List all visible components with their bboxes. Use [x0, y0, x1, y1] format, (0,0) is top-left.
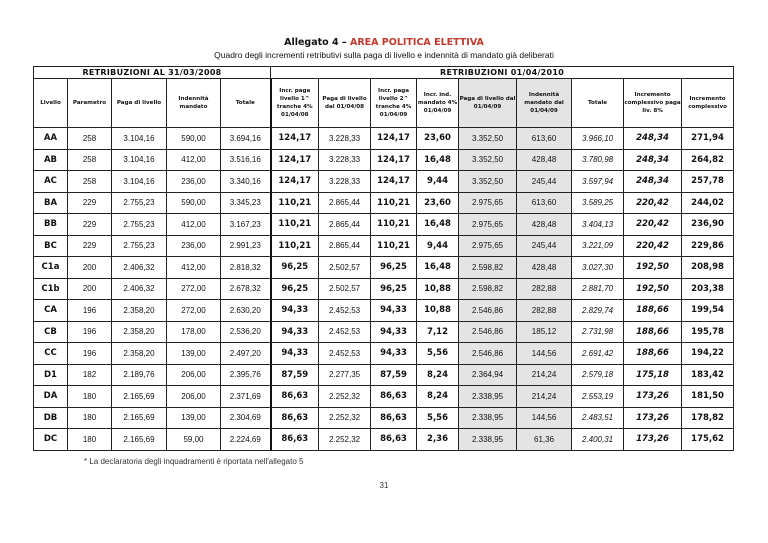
table-cell: 2.452,53 — [319, 321, 371, 343]
table-cell: 3.221,09 — [572, 235, 624, 257]
table-cell: 9,44 — [417, 171, 459, 193]
table-cell: 2.991,23 — [221, 235, 271, 257]
level-cell: BA — [34, 192, 68, 214]
table-cell: 86,63 — [371, 429, 417, 451]
table-cell: 245,44 — [517, 171, 572, 193]
table-cell: 2.881,70 — [572, 278, 624, 300]
table-cell: 214,24 — [517, 364, 572, 386]
table-cell: 282,88 — [517, 278, 572, 300]
retribuzioni-table — [33, 66, 734, 451]
table-cell: 2.579,18 — [572, 364, 624, 386]
table-cell: 196 — [68, 321, 112, 343]
table-row — [34, 128, 734, 150]
table-cell: 124,17 — [371, 128, 417, 150]
table-cell: 86,63 — [271, 386, 319, 408]
table-cell: 87,59 — [271, 364, 319, 386]
table-cell: 229,86 — [682, 235, 734, 257]
table-cell: 3.966,10 — [572, 128, 624, 150]
table-cell: 3.516,16 — [221, 149, 271, 171]
table-cell: 206,00 — [167, 364, 221, 386]
table-cell: 428,48 — [517, 149, 572, 171]
table-cell: 229 — [68, 235, 112, 257]
table-cell: 87,59 — [371, 364, 417, 386]
table-cell: 3.352,50 — [459, 128, 517, 150]
table-cell: 2.818,32 — [221, 257, 271, 279]
table-cell: 110,21 — [371, 235, 417, 257]
table-cell: 175,18 — [624, 364, 682, 386]
table-cell: 96,25 — [271, 257, 319, 279]
table-cell: 2.406,32 — [112, 257, 167, 279]
table-cell: 2.358,20 — [112, 321, 167, 343]
table-cell: 61,36 — [517, 429, 572, 451]
table-cell: 96,25 — [371, 257, 417, 279]
table-cell: 2.975,65 — [459, 235, 517, 257]
table-cell: 244,02 — [682, 192, 734, 214]
table-cell: 2.497,20 — [221, 343, 271, 365]
table-cell: 282,88 — [517, 300, 572, 322]
table-cell: 144,56 — [517, 407, 572, 429]
table-cell: 175,62 — [682, 429, 734, 451]
table-cell: 2.338,95 — [459, 386, 517, 408]
level-cell: CC — [34, 343, 68, 365]
table-cell: 2.165,69 — [112, 429, 167, 451]
table-cell: 2.829,74 — [572, 300, 624, 322]
table-cell: 2.865,44 — [319, 192, 371, 214]
table-cell: 2.252,32 — [319, 407, 371, 429]
table-cell: 3.352,50 — [459, 171, 517, 193]
table-cell: 214,24 — [517, 386, 572, 408]
table-cell: 86,63 — [371, 407, 417, 429]
table-cell: 182 — [68, 364, 112, 386]
table-cell: 3.345,23 — [221, 192, 271, 214]
table-cell: 2.364,94 — [459, 364, 517, 386]
table-row — [34, 149, 734, 171]
table-cell: 110,21 — [271, 214, 319, 236]
table-cell: 23,60 — [417, 192, 459, 214]
table-cell: 428,48 — [517, 214, 572, 236]
level-cell: DB — [34, 407, 68, 429]
table-cell: 196 — [68, 343, 112, 365]
table-cell: 180 — [68, 407, 112, 429]
table-cell: 3.404,13 — [572, 214, 624, 236]
table-cell: 2,36 — [417, 429, 459, 451]
table-cell: 16,48 — [417, 149, 459, 171]
page-number: 31 — [379, 481, 389, 490]
table-cell: 236,00 — [167, 171, 221, 193]
column-header: Totale — [221, 79, 271, 128]
group-header-row — [34, 67, 734, 79]
table-cell: 139,00 — [167, 343, 221, 365]
table-cell: 258 — [68, 171, 112, 193]
document-title — [0, 37, 768, 48]
column-header: Paga di livello — [112, 79, 167, 128]
table-cell: 110,21 — [371, 214, 417, 236]
level-cell: C1a — [34, 257, 68, 279]
table-cell: 144,56 — [517, 343, 572, 365]
table-cell: 188,66 — [624, 321, 682, 343]
table-cell: 110,21 — [271, 192, 319, 214]
table-cell: 2.452,53 — [319, 300, 371, 322]
table-cell: 220,42 — [624, 192, 682, 214]
table-cell: 94,33 — [271, 300, 319, 322]
table-cell: 3.228,33 — [319, 171, 371, 193]
table-cell: 8,24 — [417, 386, 459, 408]
table-cell: 3.027,30 — [572, 257, 624, 279]
table-cell: 2.304,69 — [221, 407, 271, 429]
table-cell: 2.598,82 — [459, 278, 517, 300]
table-cell: 272,00 — [167, 300, 221, 322]
table-cell: 257,78 — [682, 171, 734, 193]
table-cell: 2.395,76 — [221, 364, 271, 386]
table-cell: 2.755,23 — [112, 235, 167, 257]
table-cell: 2.189,76 — [112, 364, 167, 386]
table-cell: 258 — [68, 128, 112, 150]
table-cell: 3.780,98 — [572, 149, 624, 171]
table-cell: 9,44 — [417, 235, 459, 257]
table-cell: 181,50 — [682, 386, 734, 408]
level-cell: BC — [34, 235, 68, 257]
table-cell: 258 — [68, 149, 112, 171]
table-cell: 248,34 — [624, 171, 682, 193]
table-cell: 2.165,69 — [112, 386, 167, 408]
table-cell: 412,00 — [167, 257, 221, 279]
table-cell: 2.338,95 — [459, 407, 517, 429]
table-cell: 124,17 — [271, 149, 319, 171]
table-cell: 94,33 — [271, 343, 319, 365]
table-cell: 271,94 — [682, 128, 734, 150]
level-cell: AA — [34, 128, 68, 150]
table-cell: 3.104,16 — [112, 128, 167, 150]
table-cell: 173,26 — [624, 407, 682, 429]
table-cell: 183,42 — [682, 364, 734, 386]
column-header: Incr. ind. mandato 4% 01/04/09 — [417, 79, 459, 128]
table-cell: 2.678,32 — [221, 278, 271, 300]
table-row — [34, 386, 734, 408]
table-cell: 10,88 — [417, 278, 459, 300]
title-area: AREA POLITICA ELETTIVA — [349, 37, 484, 48]
column-header: Incr. paga livello 1^ tranche 4% 01/04/08 — [271, 79, 319, 128]
table-cell: 192,50 — [624, 257, 682, 279]
table-cell: 7,12 — [417, 321, 459, 343]
level-cell: C1b — [34, 278, 68, 300]
table-cell: 2.546,86 — [459, 321, 517, 343]
table-cell: 195,78 — [682, 321, 734, 343]
table-cell: 2.277,35 — [319, 364, 371, 386]
level-cell: BB — [34, 214, 68, 236]
table-cell: 208,98 — [682, 257, 734, 279]
table-cell: 272,00 — [167, 278, 221, 300]
table-cell: 248,34 — [624, 128, 682, 150]
table-cell: 3.167,23 — [221, 214, 271, 236]
table-cell: 428,48 — [517, 257, 572, 279]
table-cell: 86,63 — [271, 407, 319, 429]
table-cell: 86,63 — [371, 386, 417, 408]
table-cell: 196 — [68, 300, 112, 322]
level-cell: AC — [34, 171, 68, 193]
table-cell: 178,82 — [682, 407, 734, 429]
document-subtitle: Quadro degli incrementi retributivi sulla paga di livello e indennità di mandato già deliberati — [214, 50, 554, 60]
table-cell: 412,00 — [167, 214, 221, 236]
table-cell: 188,66 — [624, 300, 682, 322]
table-cell: 229 — [68, 214, 112, 236]
table-cell: 3.104,16 — [112, 171, 167, 193]
table-cell: 3.228,33 — [319, 128, 371, 150]
table-cell: 3.352,50 — [459, 149, 517, 171]
table-cell: 178,00 — [167, 321, 221, 343]
table-cell: 8,24 — [417, 364, 459, 386]
table-cell: 2.502,57 — [319, 278, 371, 300]
level-cell: CB — [34, 321, 68, 343]
table-cell: 173,26 — [624, 386, 682, 408]
level-cell: DA — [34, 386, 68, 408]
table-cell: 2.252,32 — [319, 429, 371, 451]
column-header: Totale — [572, 79, 624, 128]
table-cell: 2.975,65 — [459, 214, 517, 236]
column-header: Incremento complessivo — [682, 79, 734, 128]
table-cell: 2.865,44 — [319, 235, 371, 257]
table-cell: 248,34 — [624, 149, 682, 171]
column-header: Incremento complessivo paga liv. 8% — [624, 79, 682, 128]
column-header: Livello — [34, 79, 68, 128]
table-cell: 590,00 — [167, 192, 221, 214]
table-cell: 94,33 — [271, 321, 319, 343]
table-cell: 16,48 — [417, 214, 459, 236]
table-cell: 200 — [68, 257, 112, 279]
table-cell: 5,56 — [417, 343, 459, 365]
table-row — [34, 257, 734, 279]
table-cell: 86,63 — [271, 429, 319, 451]
table-cell: 192,50 — [624, 278, 682, 300]
table-cell: 236,90 — [682, 214, 734, 236]
table-cell: 5,56 — [417, 407, 459, 429]
table-cell: 94,33 — [371, 343, 417, 365]
column-header: Indennità mandato dal 01/04/09 — [517, 79, 572, 128]
column-header-row — [34, 79, 734, 128]
table-cell: 180 — [68, 429, 112, 451]
table-cell: 2.502,57 — [319, 257, 371, 279]
table-cell: 94,33 — [371, 300, 417, 322]
table-cell: 110,21 — [271, 235, 319, 257]
table-row — [34, 321, 734, 343]
table-row — [34, 407, 734, 429]
table-cell: 124,17 — [371, 149, 417, 171]
level-cell: DC — [34, 429, 68, 451]
table-cell: 2.755,23 — [112, 192, 167, 214]
table-row — [34, 192, 734, 214]
table-cell: 2.406,32 — [112, 278, 167, 300]
table-cell: 245,44 — [517, 235, 572, 257]
group-left: RETRIBUZIONI AL 31/03/2008 — [34, 67, 271, 79]
table-cell: 2.598,82 — [459, 257, 517, 279]
table-cell: 206,00 — [167, 386, 221, 408]
title-allegato: Allegato 4 – — [284, 37, 350, 48]
column-header: Indennità mandato — [167, 79, 221, 128]
table-row — [34, 235, 734, 257]
table-cell: 139,00 — [167, 407, 221, 429]
column-header: Paga di livello dal 01/04/08 — [319, 79, 371, 128]
column-header: Incr. paga livello 2^ tranche 4% 01/04/09 — [371, 79, 417, 128]
table-cell: 180 — [68, 386, 112, 408]
table-cell: 2.338,95 — [459, 429, 517, 451]
table-cell: 2.546,86 — [459, 343, 517, 365]
level-cell: AB — [34, 149, 68, 171]
table-cell: 2.371,69 — [221, 386, 271, 408]
group-right: RETRIBUZIONI 01/04/2010 — [271, 67, 734, 79]
table-row — [34, 171, 734, 193]
table-cell: 236,00 — [167, 235, 221, 257]
table-cell: 229 — [68, 192, 112, 214]
table-row — [34, 278, 734, 300]
table-row — [34, 429, 734, 451]
table-cell: 2.691,42 — [572, 343, 624, 365]
table-cell: 110,21 — [371, 192, 417, 214]
table-cell: 173,26 — [624, 429, 682, 451]
table-cell: 2.865,44 — [319, 214, 371, 236]
table-cell: 3.589,25 — [572, 192, 624, 214]
table-cell: 2.755,23 — [112, 214, 167, 236]
table-cell: 220,42 — [624, 235, 682, 257]
table-cell: 59,00 — [167, 429, 221, 451]
table-cell: 2.224,69 — [221, 429, 271, 451]
table-cell: 124,17 — [271, 171, 319, 193]
table-cell: 3.694,16 — [221, 128, 271, 150]
table-cell: 199,54 — [682, 300, 734, 322]
table-cell: 96,25 — [371, 278, 417, 300]
table-cell: 2.358,20 — [112, 300, 167, 322]
table-cell: 16,48 — [417, 257, 459, 279]
table-cell: 124,17 — [271, 128, 319, 150]
table-row — [34, 364, 734, 386]
table-cell: 124,17 — [371, 171, 417, 193]
table-cell: 194,22 — [682, 343, 734, 365]
table-cell: 3.228,33 — [319, 149, 371, 171]
table-cell: 264,82 — [682, 149, 734, 171]
table-cell: 2.165,69 — [112, 407, 167, 429]
table-cell: 2.975,65 — [459, 192, 517, 214]
table-row — [34, 300, 734, 322]
table-cell: 185,12 — [517, 321, 572, 343]
table-cell: 2.536,20 — [221, 321, 271, 343]
table-cell: 2.546,86 — [459, 300, 517, 322]
table-cell: 203,38 — [682, 278, 734, 300]
table-row — [34, 343, 734, 365]
table-cell: 613,60 — [517, 128, 572, 150]
table-cell: 10,88 — [417, 300, 459, 322]
table-cell: 2.252,32 — [319, 386, 371, 408]
column-header: Paga di livello dal 01/04/09 — [459, 79, 517, 128]
table-cell: 2.400,31 — [572, 429, 624, 451]
table-cell: 2.358,20 — [112, 343, 167, 365]
table-cell: 590,00 — [167, 128, 221, 150]
table-cell: 412,00 — [167, 149, 221, 171]
table-cell: 2.483,51 — [572, 407, 624, 429]
table-cell: 2.553,19 — [572, 386, 624, 408]
table-cell: 2.731,98 — [572, 321, 624, 343]
table-cell: 2.630,20 — [221, 300, 271, 322]
table-cell: 613,60 — [517, 192, 572, 214]
level-cell: D1 — [34, 364, 68, 386]
table-cell: 3.340,16 — [221, 171, 271, 193]
table-cell: 94,33 — [371, 321, 417, 343]
table-cell: 200 — [68, 278, 112, 300]
table-cell: 2.452,53 — [319, 343, 371, 365]
footnote: * La declaratoria degli inquadramenti è riportata nell'allegato 5 — [84, 457, 304, 466]
table-cell: 220,42 — [624, 214, 682, 236]
table-cell: 3.597,94 — [572, 171, 624, 193]
table-cell: 23,60 — [417, 128, 459, 150]
table-cell: 188,66 — [624, 343, 682, 365]
table-cell: 96,25 — [271, 278, 319, 300]
table-cell: 3.104,16 — [112, 149, 167, 171]
level-cell: CA — [34, 300, 68, 322]
table-row — [34, 214, 734, 236]
column-header: Parametro — [68, 79, 112, 128]
